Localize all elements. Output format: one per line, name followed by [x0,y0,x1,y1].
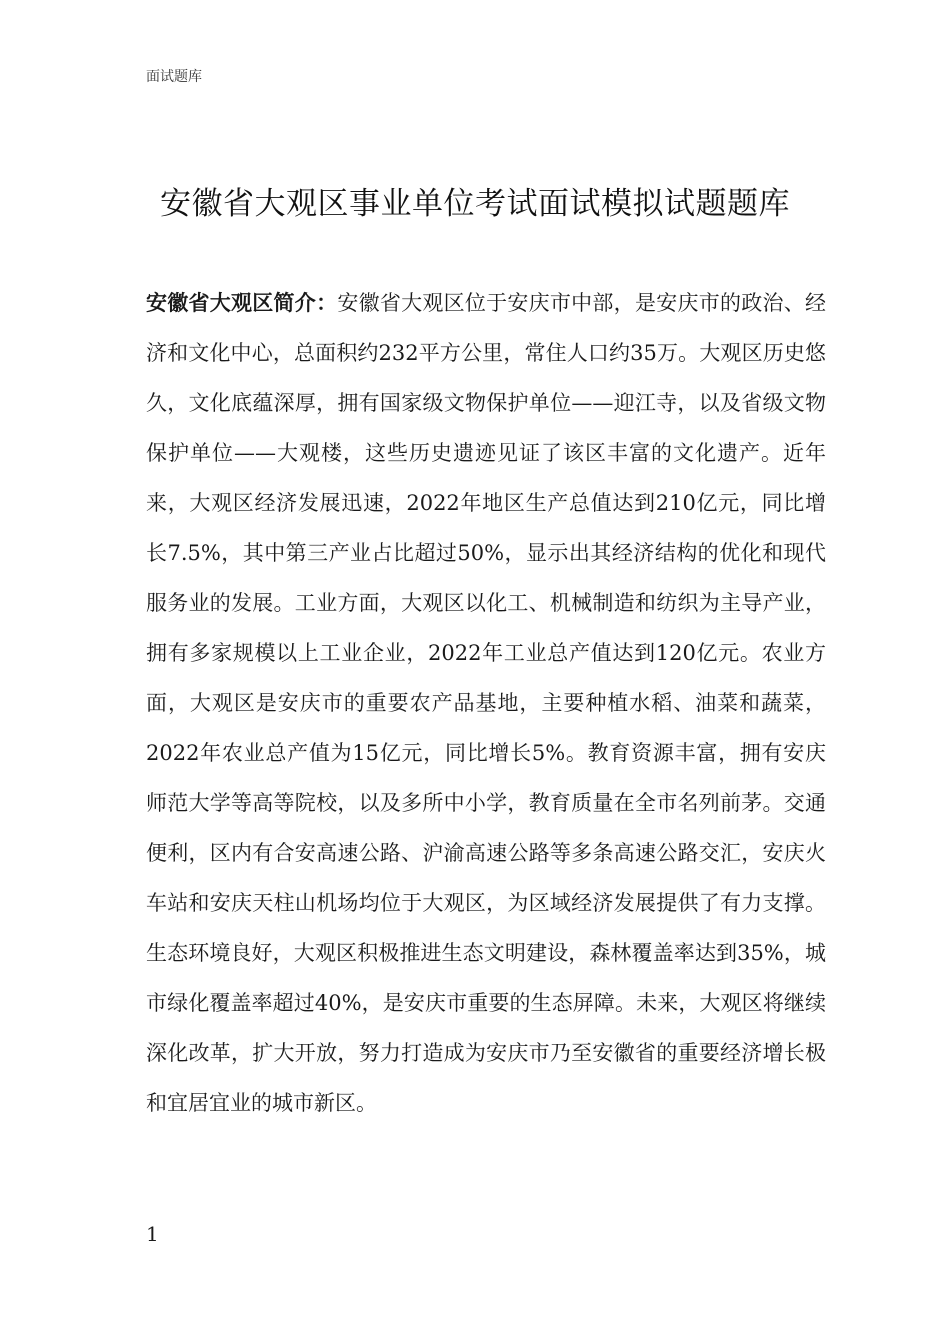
document-title: 安徽省大观区事业单位考试面试模拟试题题库 [160,186,790,222]
page-header: 面试题库 [146,69,202,85]
intro-paragraph [146,278,826,1128]
intro-lead: 安徽省大观区简介： [146,291,338,315]
intro-body: 安徽省大观区位于安庆市中部，是安庆市的政治、经济和文化中心，总面积约232平方公里，常住人口约35万。大观区历史悠久，文化底蕴深厚，拥有国家级文物保护单位——迎江寺，以及省级文物保护单位——大观楼，这些历史遗迹见证了该区丰富的文化遗产。近年来，大观区经济发展迅速，2022年地区生产总值达到210亿元，同比增长7.5%，其中第三产业占比超过50%，显示出其经济结构的优化和现代服务业的发展。工业方面，大观区以化工、机械制造和纺织为主导产业，拥有多家规模以上工业企业，2022年工业总产值达到120亿元。农业方面，大观区是安庆市的重要农产品基地，主要种植水稻、油菜和蔬菜，2022年农业总产值为15亿元，同比增长5%。教育资源丰富，拥有安庆师范大学等高等院校，以及多所中小学，教育质量在全市名列前茅。交通便利，区内有合安高速公路、沪渝高速公路等多条高速公路交汇，安庆火车站和安庆天柱山机场均位于大观区，为区域经济发展提供了有力支撑。生态环境良好，大观区积极推进生态文明建设，森林覆盖率达到35%，城市绿化覆盖率超过40%，是安庆市重要的生态屏障。未来，大观区将继续深化改革，扩大开放，努力打造成为安庆市乃至安徽省的重要经济增长极和宜居宜业的城市新区。 [146,291,827,1115]
page-number: 1 [146,1222,159,1246]
